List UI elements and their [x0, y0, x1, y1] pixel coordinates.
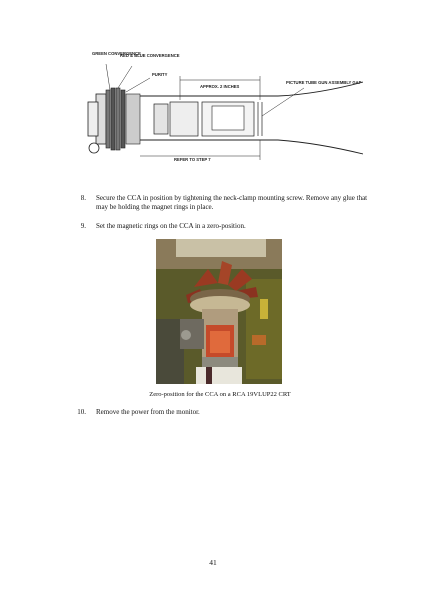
cca-diagram: [78, 44, 363, 164]
page-number: 41: [209, 558, 217, 567]
step-number: 9.: [80, 222, 86, 230]
step-9: [80, 222, 370, 231]
label-green-convergence: GREEN CONVERGENCE: [92, 51, 141, 56]
step-8: [80, 194, 370, 212]
cca-photo: [156, 239, 282, 384]
cca-diagram-svg: [78, 44, 363, 164]
step-number: 8.: [80, 194, 86, 202]
cca-photo-svg: [156, 239, 282, 384]
label-red-blue-convergence: RED & BLUE CONVERGENCE: [120, 53, 180, 58]
label-refer-to-step: REFER TO STEP 7: [174, 157, 211, 162]
step-text: Secure the CCA in position by tightening the neck-clamp mounting screw. Remove any glue that may be holding the magnet rings in place.: [96, 194, 368, 211]
label-approx-2-inches: APPROX. 2 INCHES: [200, 84, 240, 89]
step-text: Remove the power from the monitor.: [96, 408, 200, 416]
step-text: Set the magnetic rings on the CCA in a zero-position.: [96, 222, 246, 230]
label-picture-tube-gap: PICTURE TUBE GUN ASSEMBLY GAP: [286, 80, 362, 85]
label-purity: PURITY: [152, 72, 168, 77]
photo-caption: Zero-position for the CCA on a RCA 19VLUP22 CRT: [149, 391, 291, 398]
step-10: [77, 408, 370, 417]
step-number: 10.: [77, 408, 86, 416]
